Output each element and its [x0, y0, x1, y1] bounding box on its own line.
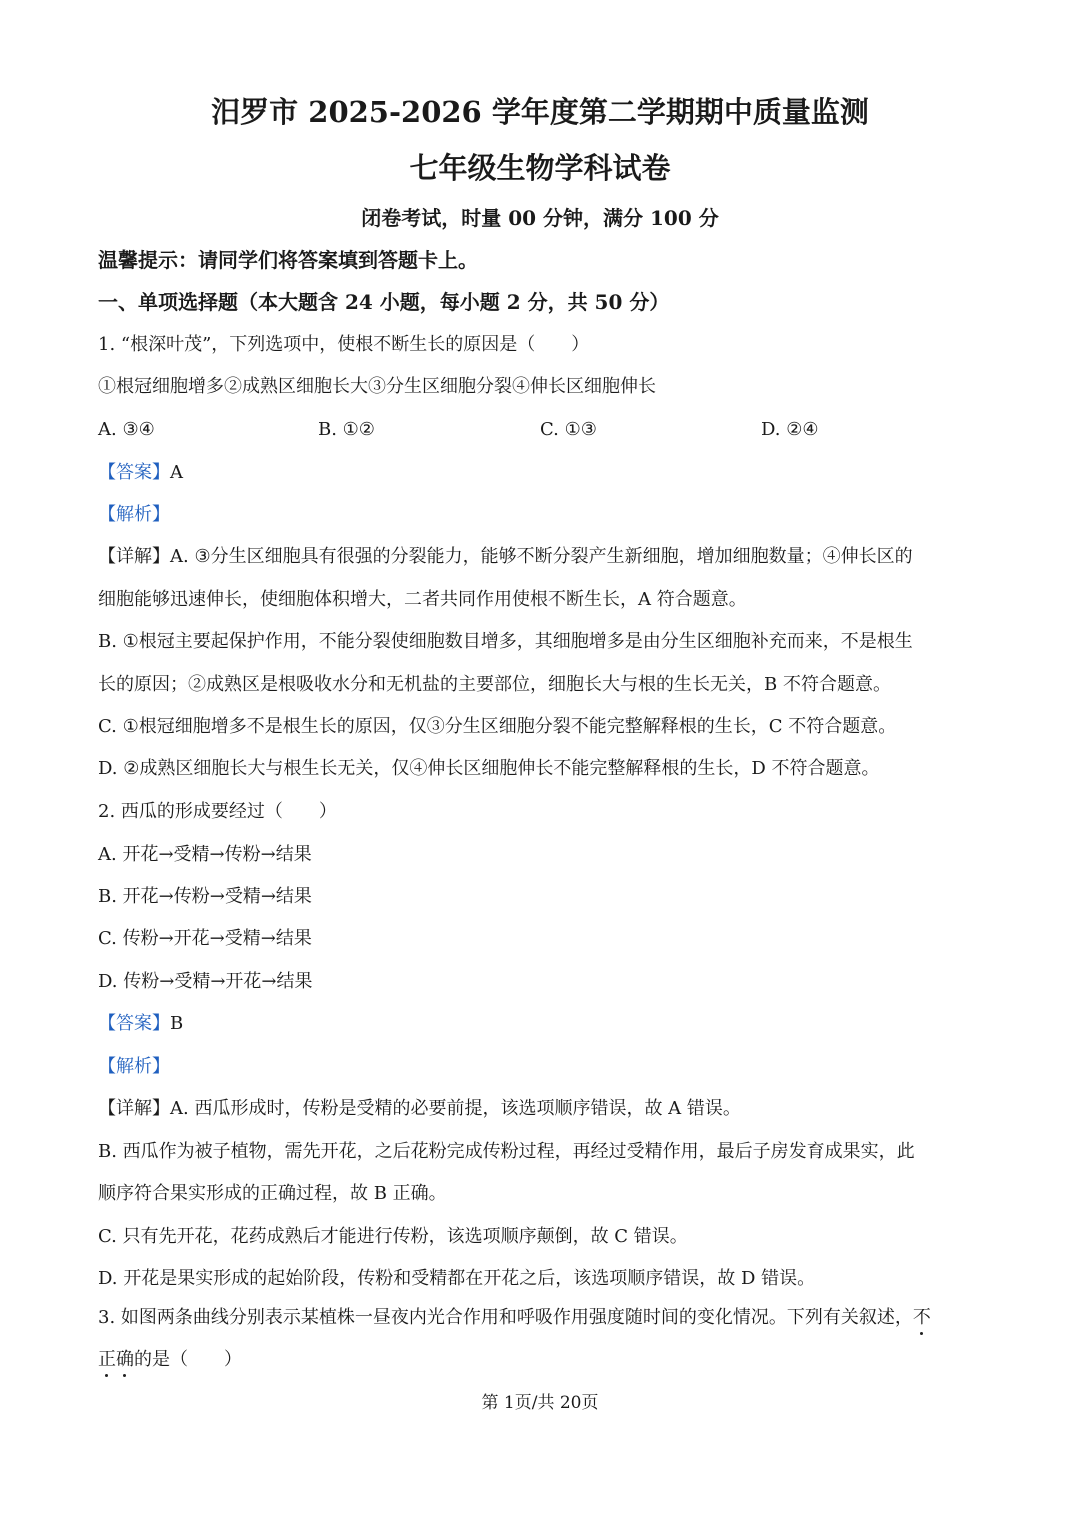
q1-answer: A	[170, 462, 183, 483]
q1-stem: 1. “根深叶茂”，下列选项中，使根不断生长的原因是（ ）	[98, 334, 590, 355]
q2-detail-a-line	[98, 1097, 741, 1121]
q1-detail-b-line1: B. ①根冠主要起保护作用，不能分裂使细胞数目增多，其细胞增多是由分生区细胞补充而来，不是根生	[98, 631, 913, 652]
q2-stem: 2. 西瓜的形成要经过（ ）	[98, 801, 337, 822]
q3-stem-line2	[98, 1348, 242, 1372]
analysis-label: 【解析】	[98, 1056, 170, 1077]
q2-detail-b-line2: 顺序符合果实形成的正确过程，故 B 正确。	[98, 1183, 447, 1204]
q1-option-a: A. ③④	[98, 419, 155, 440]
exam-info: 闭卷考试，时量 00 分钟，满分 100 分	[361, 206, 719, 230]
q2-option-d: D. 传粉→受精→开花→结果	[98, 971, 313, 992]
q1-detail-a-line2: 细胞能够迅速伸长，使细胞体积增大，二者共同作用使根不断生长，A 符合题意。	[98, 589, 747, 610]
q3-emphasis-correct-text: 正确	[98, 1349, 134, 1370]
q1-statement: ①根冠细胞增多②成熟区细胞长大③分生区细胞分裂④伸长区细胞伸长	[98, 376, 656, 397]
q2-option-b: B. 开花→传粉→受精→结果	[98, 886, 312, 907]
emphasis-dot	[105, 1374, 108, 1377]
detail-label: 【详解】	[98, 1098, 170, 1119]
exam-title: 汨罗市 2025-2026 学年度第二学期期中质量监测	[211, 95, 869, 129]
q2-detail-b-line1: B. 西瓜作为被子植物，需先开花，之后花粉完成传粉过程，再经过受精作用，最后子房发育成果实，此	[98, 1141, 915, 1162]
q3-emphasis-correct	[98, 1349, 134, 1370]
q2-answer: B	[170, 1013, 184, 1034]
notice: 温馨提示：请同学们将答案填到答题卡上。	[98, 248, 478, 272]
q3-stem-text: 3. 如图两条曲线分别表示某植株一昼夜内光合作用和呼吸作用强度随时间的变化情况。下列有关叙述，	[98, 1307, 913, 1328]
q3-emphasis-not	[913, 1307, 931, 1328]
q2-detail-a-text: A. 西瓜形成时，传粉是受精的必要前提，该选项顺序错误，故 A 错误。	[170, 1098, 741, 1119]
page-footer: 第 1页/共 20页	[481, 1393, 599, 1413]
q2-option-c: C. 传粉→开花→受精→结果	[98, 928, 312, 949]
q3-stem-tail: 的是（ ）	[134, 1349, 242, 1370]
q2-detail-d: D. 开花是果实形成的起始阶段，传粉和受精都在开花之后，该选项顺序错误，故 D 错误。	[98, 1268, 816, 1289]
q1-option-c: C. ①③	[540, 419, 597, 440]
q1-detail-a-text: A. ③分生区细胞具有很强的分裂能力，能够不断分裂产生新细胞，增加细胞数量；④伸长区的	[170, 546, 913, 567]
answer-label: 【答案】	[98, 462, 170, 483]
q3-stem-line1	[98, 1306, 931, 1330]
q3-emphasis-not-text: 不	[912, 1307, 931, 1328]
exam-subject: 七年级生物学科试卷	[409, 151, 671, 185]
q2-option-a: A. 开花→受精→传粉→结果	[98, 844, 312, 865]
section-heading: 一、单项选择题（本大题含 24 小题，每小题 2 分，共 50 分）	[98, 290, 670, 314]
q2-detail-c: C. 只有先开花，花药成熟后才能进行传粉，该选项顺序颠倒，故 C 错误。	[98, 1226, 688, 1247]
q1-answer-line	[98, 461, 183, 485]
emphasis-dot	[123, 1374, 126, 1377]
answer-label: 【答案】	[98, 1013, 170, 1034]
q1-detail-c: C. ①根冠细胞增多不是根生长的原因，仅③分生区细胞分裂不能完整解释根的生长，C 不符合题意。	[98, 716, 897, 737]
q1-option-d: D. ②④	[761, 419, 819, 440]
q1-analysis-line	[98, 503, 170, 527]
q1-detail-d: D. ②成熟区细胞长大与根生长无关，仅④伸长区细胞伸长不能完整解释根的生长，D 不符合题意。	[98, 758, 880, 779]
detail-label: 【详解】	[98, 546, 170, 567]
q1-detail-b-line2: 长的原因；②成熟区是根吸收水分和无机盐的主要部位，细胞长大与根的生长无关，B 不符合题意。	[98, 674, 891, 695]
emphasis-dot	[920, 1332, 923, 1335]
q2-analysis-line	[98, 1055, 170, 1079]
q2-answer-line	[98, 1012, 183, 1036]
q1-detail-a-line1	[98, 545, 913, 569]
q1-option-b: B. ①②	[318, 419, 375, 440]
analysis-label: 【解析】	[98, 504, 170, 525]
